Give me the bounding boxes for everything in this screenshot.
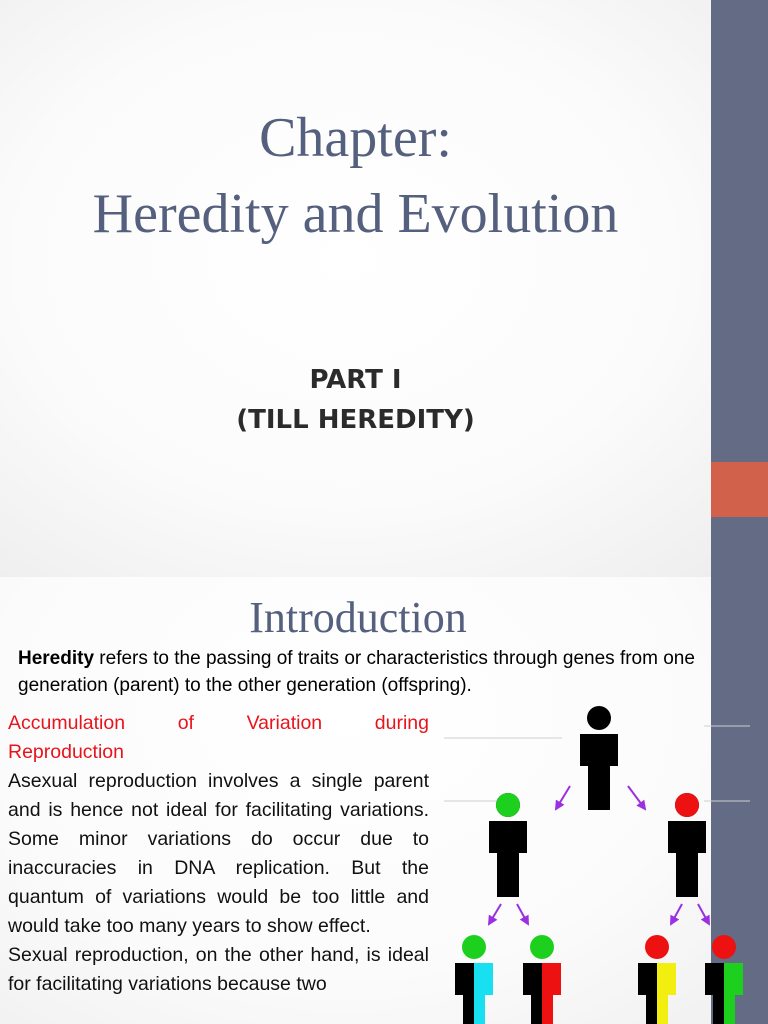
part-label-line2: (TILL HEREDITY) bbox=[236, 405, 475, 435]
family-tree-diagram bbox=[442, 701, 762, 1024]
child-figure-green bbox=[489, 793, 527, 897]
chapter-title bbox=[0, 100, 711, 252]
asexual-paragraph: Asexual reproduction involves a single parent and is hence not ideal for facilitating variations. Some minor variations do occur due to inaccuracies in DNA replication. But the quantum of variations would be too little and would take too many years to show effect. bbox=[8, 770, 429, 937]
grandchild-figure-red bbox=[523, 935, 561, 1024]
chapter-title-line1: Chapter: bbox=[259, 107, 452, 169]
part-label-line1: PART I bbox=[309, 365, 402, 395]
introduction-slide bbox=[0, 577, 768, 1024]
heredity-definition bbox=[18, 645, 718, 699]
parent-figure bbox=[580, 706, 618, 810]
sexual-paragraph: Sexual reproduction, on the other hand, is ideal for facilitating variations because two bbox=[8, 944, 429, 995]
body-text-column bbox=[8, 709, 429, 999]
definition-text: refers to the passing of traits or characteristics through genes from one generation (parent) to the other generation (offspring). bbox=[18, 648, 695, 696]
grandchild-figure-green bbox=[705, 935, 743, 1024]
side-accent-block bbox=[711, 462, 768, 517]
slide-title: Introduction bbox=[249, 593, 467, 642]
section-heading-line1: Accumulation of Variation during bbox=[8, 712, 429, 734]
definition-term: Heredity bbox=[18, 648, 95, 669]
part-label bbox=[0, 360, 711, 440]
section-heading-line2: Reproduction bbox=[8, 741, 124, 763]
child-figure-red bbox=[668, 793, 706, 897]
grandchild-figure-cyan bbox=[455, 935, 493, 1024]
grandchild-figure-yellow bbox=[638, 935, 676, 1024]
chapter-title-line2: Heredity and Evolution bbox=[92, 183, 619, 245]
